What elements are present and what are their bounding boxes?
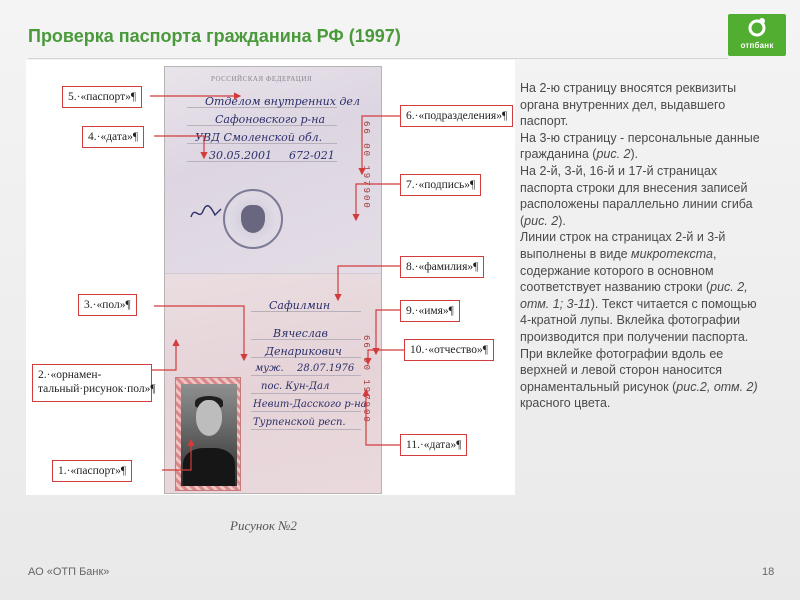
callout-7-signature: 7.·«подпись»¶ [400, 174, 481, 196]
callout-8-surname: 8.·«фамилия»¶ [400, 256, 484, 278]
paragraph-2: На 3-ю страницу - персональные данные гражданина (рис. 2). [520, 130, 760, 162]
otp-logo-mark-icon [747, 17, 767, 37]
callout-1-passport: 1.·«паспорт»¶ [52, 460, 132, 482]
logo-text: отпбанк [740, 41, 774, 50]
callout-2-ornament: 2.·«орнамен-тальный·рисунок·пол»¶ [32, 364, 152, 402]
callout-4-date: 4.·«дата»¶ [82, 126, 144, 148]
title-divider [28, 58, 728, 59]
issuer-line-3: УВД Смоленской обл. [195, 131, 323, 144]
callout-6-subdivision: 6.·«подразделения»¶ [400, 105, 513, 127]
birth-date-value: 28.07.1976 [297, 363, 355, 374]
subdivision-code: 672-021 [289, 149, 335, 162]
callout-11-date: 11.·«дата»¶ [400, 434, 467, 456]
name-value: Вячеслав [273, 327, 328, 340]
birth-place-line-2: Невит-Дасского р-на [253, 399, 367, 410]
callout-10-patronymic: 10.·«отчество»¶ [404, 339, 494, 361]
passport-figure [26, 60, 515, 495]
serial-number-bottom: 66 00 197900 [361, 335, 371, 424]
callout-5-passport: 5.·«паспорт»¶ [62, 86, 142, 108]
description-text [520, 80, 765, 412]
otp-bank-logo [728, 14, 786, 56]
footer-company: АО «ОТП Банк» [28, 566, 110, 578]
passport-header: РОССИЙСКАЯ ФЕДЕРАЦИЯ [211, 75, 313, 83]
surname-value: Сафилмин [269, 299, 331, 312]
issuer-line-2: Сафоновского р-на [215, 113, 326, 126]
paragraph-4: Линии строк на страницах 2-й и 3-й выполнены в виде микротекста, содержание которого в основном соответствует названию строки (рис. 2, отм. 1; 3-11). Текст читается с помощью 4-кратной лупы. Вклейка фотографии производится при получении паспорта. При вклейке фотографии вдоль ее верхней и левой сторон наносится орнаментальный рисунок (рис.2, отм. 2) красного цвета. [520, 230, 758, 411]
paragraph-3: На 2-й, 3-й, 16-й и 17-й страницах паспорта строки для внесения записей расположены параллельно линии сгиба (рис. 2). [520, 163, 753, 228]
birth-place-line-1: пос. Кун-Дал [261, 381, 330, 392]
serial-number-top: 66 00 197900 [361, 121, 371, 210]
slide-title: Проверка паспорта гражданина РФ (1997) [28, 26, 401, 46]
issue-date: 30.05.2001 [209, 149, 272, 162]
figure-caption: Рисунок №2 [230, 518, 297, 533]
gender-value: муж. [255, 363, 284, 374]
paragraph-1: На 2-ю страницу вносятся реквизиты органа внутренних дел, выдавшего паспорт. [520, 81, 737, 129]
patronymic-value: Денарикович [265, 345, 342, 358]
callout-3-gender: 3.·«пол»¶ [78, 294, 137, 316]
birth-place-line-3: Турпенской респ. [253, 417, 346, 428]
callout-9-name: 9.·«имя»¶ [400, 300, 460, 322]
page-number: 18 [762, 566, 775, 578]
issuer-line-1: Отделом внутренних дел [205, 95, 360, 108]
